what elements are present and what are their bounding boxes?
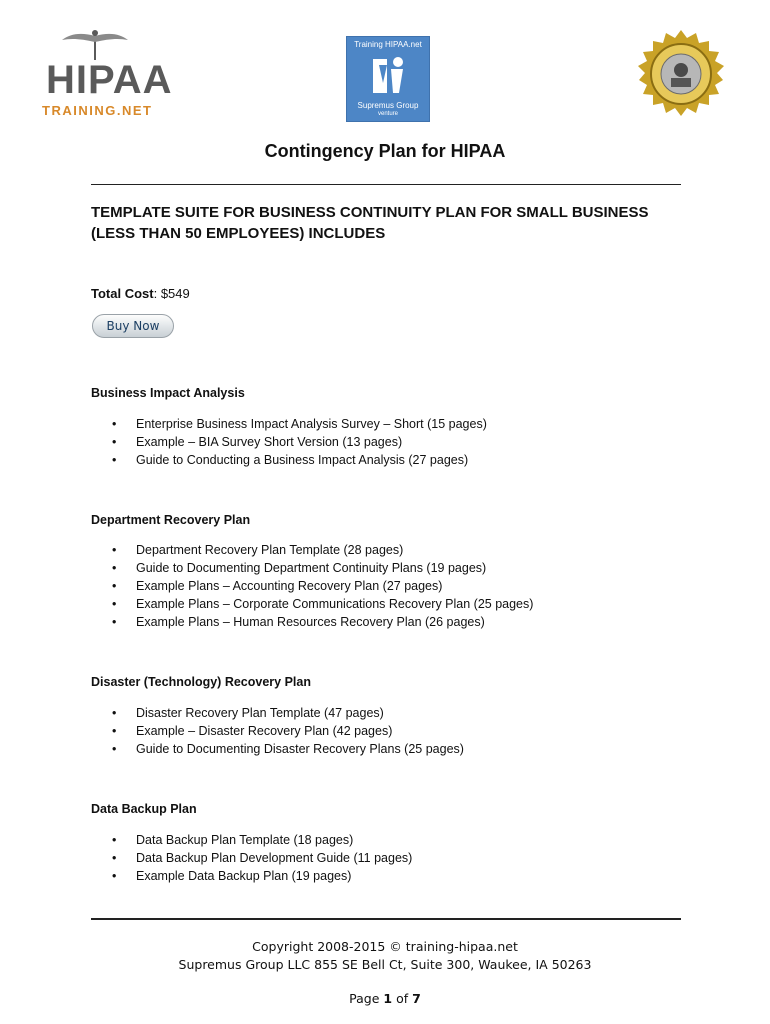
buy-now-button[interactable]: Buy Now [92,314,174,338]
caduceus-icon [60,30,130,60]
section-list [112,704,464,758]
training-hipaa-venture-logo [346,36,430,122]
list-item: • Example – Disaster Recovery Plan (42 pages) [112,722,464,740]
section-heading: Disaster (Technology) Recovery Plan [91,675,311,689]
list-item: • Example Plans – Accounting Recovery Plan (27 pages) [112,577,533,595]
logo-word: HIPAA [46,58,173,102]
certification-seal [633,28,729,124]
logo-center-tag: venture [377,111,398,117]
section-heading: Business Impact Analysis [91,386,245,400]
list-item: • Example Data Backup Plan (19 pages) [112,867,412,885]
title-divider [91,184,681,185]
list-item: • Disaster Recovery Plan Template (47 pages) [112,704,464,722]
list-item: • Data Backup Plan Development Guide (11 pages) [112,849,412,867]
list-item: • Guide to Documenting Disaster Recovery Plans (25 pages) [112,740,464,758]
footer-address: Supremus Group LLC 855 SE Bell Ct, Suite 300, Waukee, IA 50263 [178,957,592,972]
list-item: • Example – BIA Survey Short Version (13 pages) [112,433,487,451]
figure-icon [369,53,409,99]
section-list [112,831,412,885]
section-heading: Department Recovery Plan [91,513,251,527]
logo-subtext: TRAINING.NET [42,103,153,118]
section-heading: Data Backup Plan [91,802,197,816]
footer-divider [91,918,681,920]
section-list [112,541,533,631]
hipaa-training-logo [40,30,173,120]
logo-center-top: Training HIPAA.net [354,40,422,49]
section-list [112,415,487,469]
page-number [0,991,770,1006]
footer-copyright: Copyright 2008-2015 © training-hipaa.net [252,939,518,954]
total-cost [91,286,190,301]
page-prefix: Page [349,991,384,1006]
page-mid: of [392,991,413,1006]
page-total: 7 [412,991,421,1006]
page-current: 1 [383,991,393,1006]
list-item: • Example Plans – Corporate Communications Recovery Plan (25 pages) [112,595,533,613]
list-item: • Data Backup Plan Template (18 pages) [112,831,412,849]
total-cost-value: : $549 [153,286,190,301]
list-item: • Enterprise Business Impact Analysis Survey – Short (15 pages) [112,415,487,433]
page-title: Contingency Plan for HIPAA [264,141,506,161]
logo-center-bottom: Supremus Group [357,101,419,110]
total-cost-label: Total Cost [91,286,154,301]
list-item: • Guide to Conducting a Business Impact Analysis (27 pages) [112,451,487,469]
list-item: • Guide to Documenting Department Continuity Plans (19 pages) [112,559,533,577]
list-item: • Department Recovery Plan Template (28 pages) [112,541,533,559]
seal-badge-icon [633,28,729,124]
list-item: • Example Plans – Human Resources Recovery Plan (26 pages) [112,613,533,631]
suite-heading: TEMPLATE SUITE FOR BUSINESS CONTINUITY PLAN FOR SMALL BUSINESS (LESS THAN 50 EMPLOYEES) INCLUDES [91,204,649,242]
